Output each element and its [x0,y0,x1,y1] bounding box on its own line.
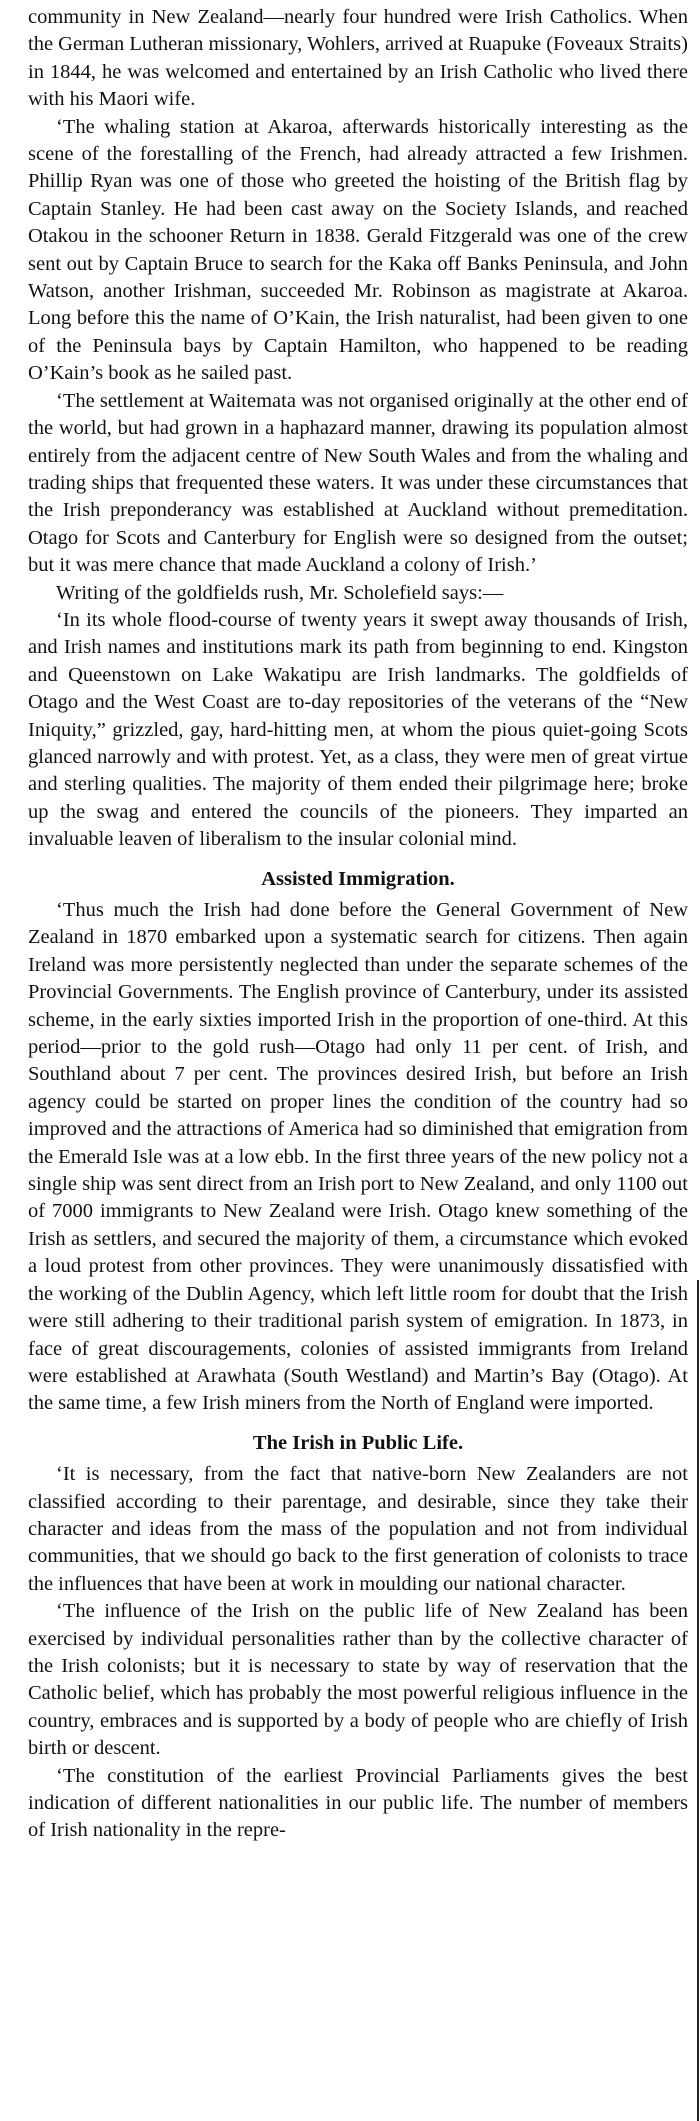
heading-irish-public-life: The Irish in Public Life. [252,1431,464,1454]
column-rule [697,1280,699,2121]
paragraph-goldfields-intro: Writing of the goldfields rush, Mr. Scholefield says:— [56,581,504,604]
paragraph-waitemata-settlement: ‘The settlement at Waitemata was not organised originally at the other end of the world, but had grown in a haphazard manner, drawing its population almost entirely from the adjacent centre of New South Wales and from the whaling and trading ships that frequented these waters. It was under these circumstances that the Irish preponderancy was established at Auckland without premeditation. Otago for Scots and Canterbury for English were so designed from the outset; but it was mere chance that made Auckland a colony of Irish.’ [28,389,688,577]
paragraph-assisted-immigration: ‘Thus much the Irish had done before the General Government of New Zealand in 1870 embarked upon a systematic search for citizens. Then again Ireland was more persistently neglected than under the separate schemes of the Provincial Governments. The English province of Canterbury, under its assisted scheme, in the early sixties imported Irish in the proportion of one-third. At this period—prior to the gold rush—Otago had only 11 per cent. of Irish, and Southland about 7 per cent. The provinces desired Irish, but before an Irish agency could be started on proper lines the condition of the country had so improved and the attractions of America had so diminished that emigration from the Emerald Isle was at a low ebb. In the first three years of the new policy not a single ship was sent direct from an Irish port to New Zealand, and only 1100 out of 7000 immigrants to New Zealand were Irish. Otago knew something of the Irish as settlers, and secured the majority of them, a circumstance which evoked a loud protest from other provinces. They were unanimously dissatisfied with the working of the Dublin Agency, which left little room for doubt that the Irish were still adhering to their traditional parish system of emigration. In 1873, in face of great discouragements, colonies of assisted immigrants from Ireland were established at Arawhata (South Westland) and Martin’s Bay (Otago). At the same time, a few Irish miners from the North of England were imported. [28,899,688,1415]
paragraph-native-born: ‘It is necessary, from the fact that native-born New Zealanders are not classified according to their parentage, and desirable, since they take their character and ideas from the mass of the population and not from individual communities, that we should go back to the first generation of colonists to trace the influences that have been at work in moulding our national character. [28,1463,688,1595]
paragraph-provincial-parliaments: ‘The constitution of the earliest Provincial Parliaments gives the best indication of different nationalities in our public life. The number of members of Irish nationality in the repre- [28,1764,688,1842]
heading-assisted-immigration: Assisted Immigration. [261,867,455,890]
paragraph-catholic-community: community in New Zealand—nearly four hundred were Irish Catholics. When the German Lutheran missionary, Wohlers, arrived at Ruapuke (Foveaux Straits) in 1844, he was welcomed and entertained by an Irish Catholic who lived there with his Maori wife. [28,6,688,111]
paragraph-goldfields-quote: ‘In its whole flood-course of twenty years it swept away thousands of Irish, and Irish names and institutions mark its path from beginning to end. Kingston and Queenstown on Lake Wakatipu are Irish landmarks. The goldfields of Otago and the West Coast are to-day repositories of the veterans of the “New Iniquity,” grizzled, gay, hard-hitting men, at whom the pious quiet-going Scots glanced narrowly and with protest. Yet, as a class, they were men of great virtue and sterling qualities. The majority of them ended their pilgrimage here; broke up the swag and entered the councils of the pioneers. They imparted an invaluable leaven of liberalism to the insular colonial mind. [28,608,688,851]
paragraph-irish-influence: ‘The influence of the Irish on the public life of New Zealand has been exercised by individual personalities rather than by the collective character of the Irish colonists; but it is necessary to state by way of reservation that the Catholic belief, which has probably the most powerful religious influence in the country, embraces and is supported by a body of people who are chiefly of Irish birth or descent. [28,1600,688,1760]
paragraph-akaroa-whaling: ‘The whaling station at Akaroa, afterwards historically interesting as the scene of the forestalling of the French, had already attracted a few Irishmen. Phillip Ryan was one of those who greeted the hoisting of the British flag by Captain Stanley. He had been cast away on the Society Islands, and reached Otakou in the schooner Return in 1838. Gerald Fitzgerald was one of the crew sent out by Captain Bruce to search for the Kaka off Banks Peninsula, and John Watson, another Irishman, succeeded Mr. Robinson as magistrate at Akaroa. Long before this the name of O’Kain, the Irish naturalist, had been given to one of the Peninsula bays by Captain Hamilton, who happened to be reading O’Kain’s book as he sailed past. [28,115,688,385]
